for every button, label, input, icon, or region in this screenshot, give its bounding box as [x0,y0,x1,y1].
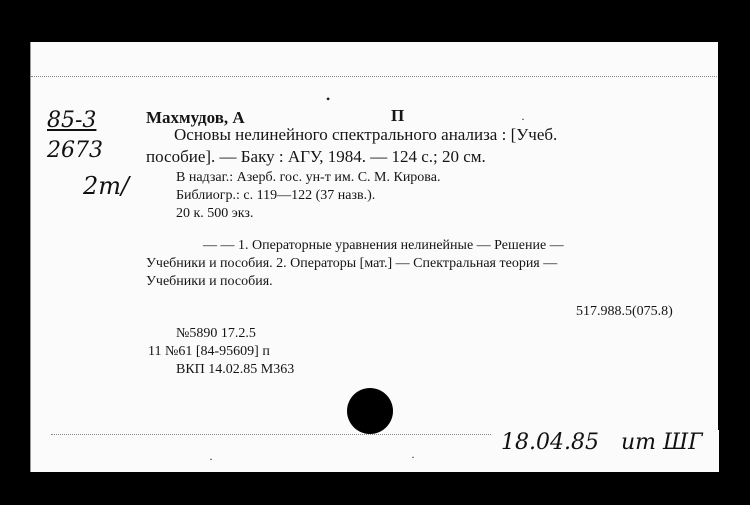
registry-line-3: ВКП 14.02.85 М363 [176,362,295,377]
speck: · [521,112,525,126]
registry-line-2: 11 №61 [84-95609] п [148,344,270,359]
subject-line-3: Учебники и пособия. [146,274,273,289]
top-rule [31,76,719,77]
note-line-3: 20 к. 500 экз. [176,206,254,221]
note-line-1: В надзаг.: Азерб. гос. ун-т им. С. М. Кирова. [176,170,441,185]
speck: • [326,92,331,106]
speck: · [411,450,415,464]
handwritten-date: 18.04.85 [501,430,599,455]
title-line-1: Основы нелинейного спектрального анализа : [Учеб. [174,125,558,144]
catalog-card [30,42,719,472]
registry-line-1: №5890 17.2.5 [176,326,256,341]
note-line-2: Библиогр.: с. 119—122 (37 назв.). [176,188,376,203]
handwritten-initials: ит ШГ [621,430,703,455]
call-number-line2: 2673 [47,138,103,163]
scan-border-right [718,0,720,430]
punch-hole [347,388,393,434]
subject-line-1: — — 1. Операторные уравнения нелинейные — Решение — [203,238,564,253]
subject-line-2: Учебники и пособия. 2. Операторы [мат.] — Спектральная теория — [146,256,558,271]
author: Махмудов, А [146,108,245,127]
call-number-line1: 85-3 [47,108,97,133]
header-letter: П [391,106,405,125]
bottom-rule [51,434,491,435]
title-line-2: пособие]. — Баку : АГУ, 1984. — 124 с.; 20 см. [146,147,486,166]
speck: · [209,452,213,466]
classification-code: 517.988.5(075.8) [576,304,673,319]
handwritten-note: 2m/ [83,172,130,200]
